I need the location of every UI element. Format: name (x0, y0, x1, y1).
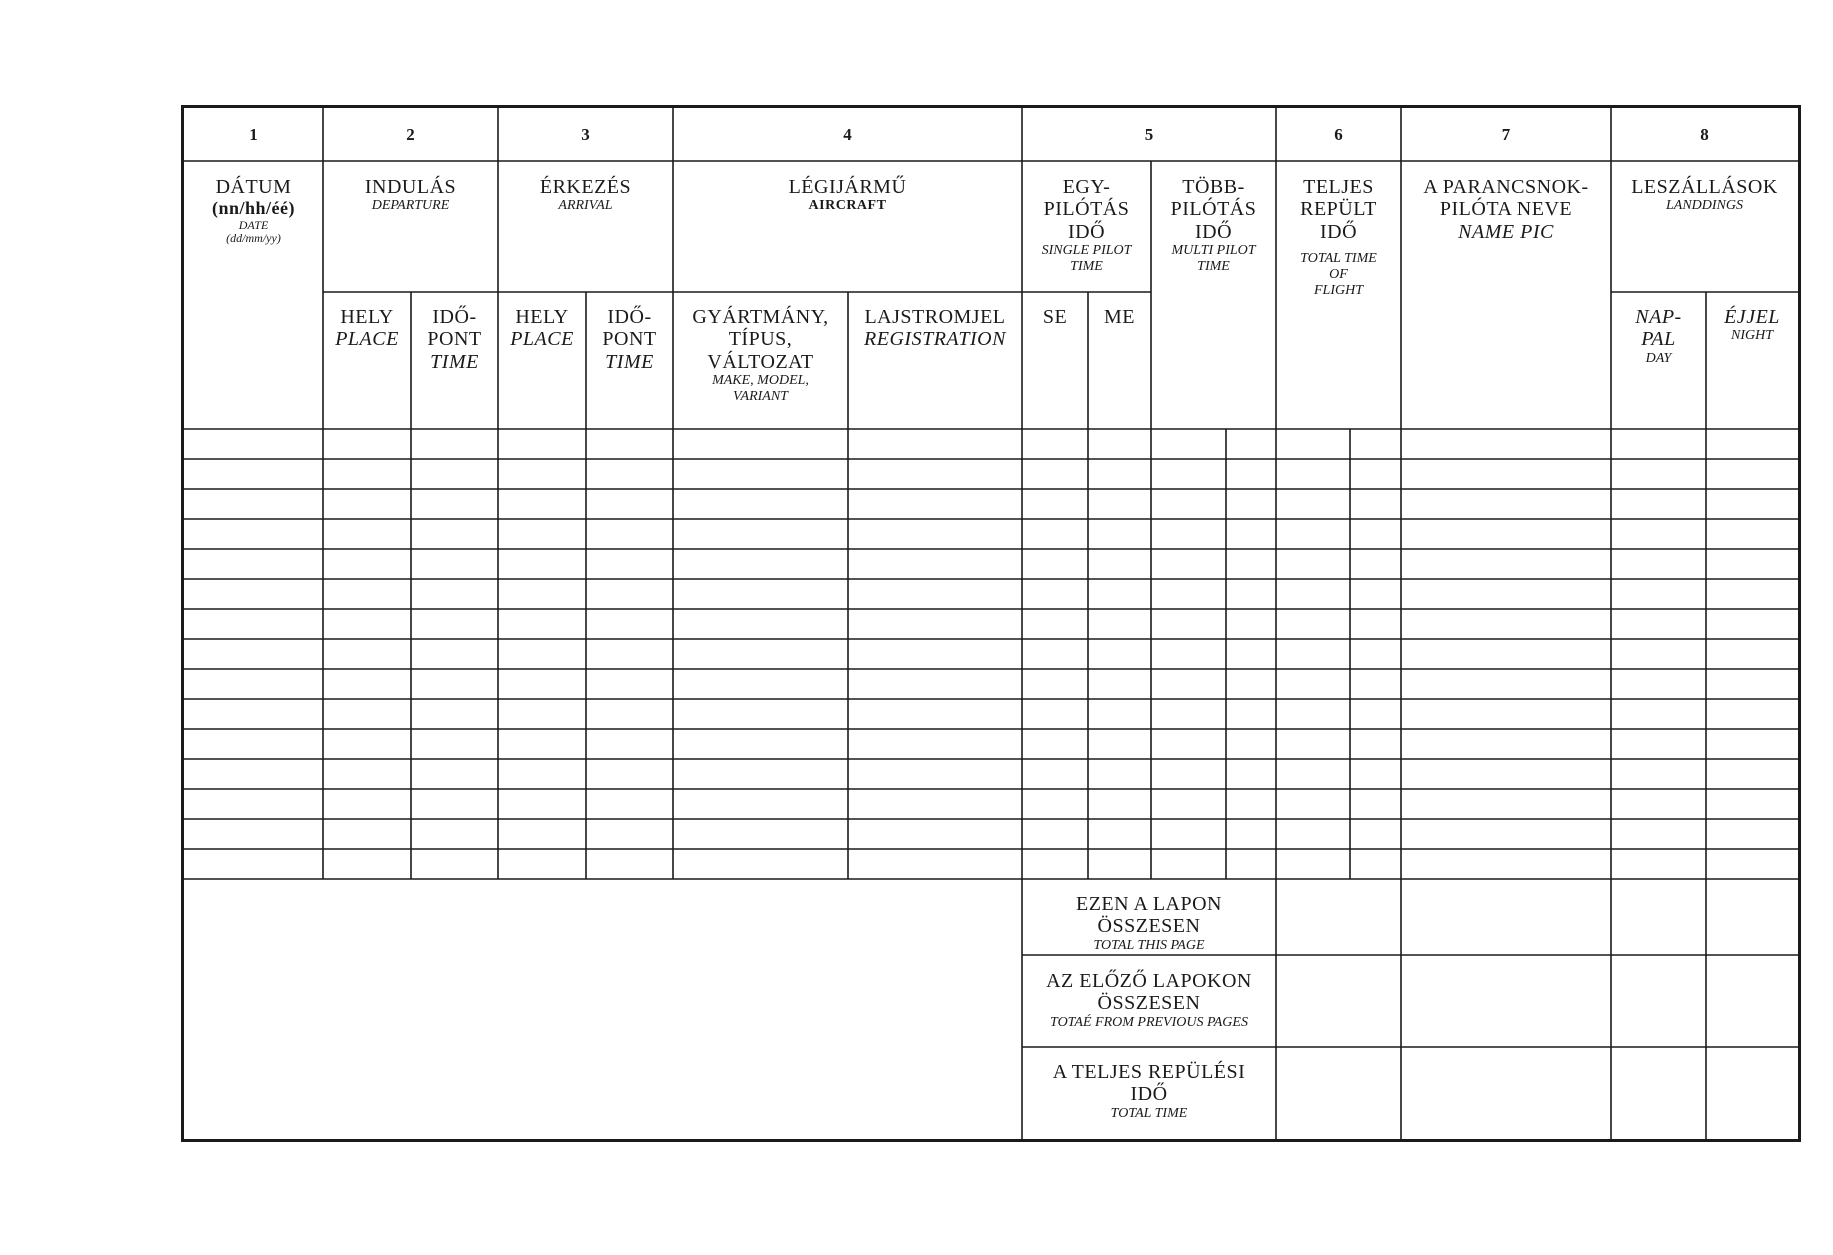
header-date (184, 176, 323, 245)
header-date-format-hu: (nn/hh/éé) (211, 198, 295, 219)
header-aircraft-en: AIRCRAFT (808, 198, 887, 214)
subheader-landings-day (1611, 306, 1706, 366)
subheader-departure-place-en: PLACE (335, 328, 399, 351)
total-this-page-hu-1: EZEN A LAPON (1076, 893, 1222, 915)
subheader-landings-day-hu-2: PAL (1641, 328, 1676, 351)
header-pic-name-hu-2: PILÓTA NEVE (1439, 198, 1573, 221)
subheader-departure-time-hu-1: IDŐ- (432, 306, 477, 328)
column-number-2: 2 (406, 125, 415, 144)
subheader-arrival-time-en: TIME (605, 350, 654, 373)
total-previous-hu-2: ÖSSZESEN (1097, 992, 1201, 1015)
subheader-landings-night (1706, 306, 1798, 344)
header-total-flight-hu-3: IDŐ (1319, 220, 1358, 243)
column-number-6: 6 (1334, 125, 1343, 144)
header-landings-hu: LESZÁLLÁSOK (1631, 176, 1778, 198)
subheader-departure-time-en: TIME (430, 350, 479, 373)
header-aircraft-hu: LÉGIJÁRMŰ (788, 176, 907, 198)
logbook-grid-lines (184, 108, 1798, 1139)
header-single-pilot-en-1: SINGLE PILOT (1041, 243, 1132, 259)
header-multi-pilot-hu-1: TÖBB- (1182, 176, 1245, 198)
total-time-label (1022, 1061, 1276, 1121)
subheader-arrival-time (586, 306, 673, 373)
subheader-make-model (673, 306, 848, 405)
header-pic-name (1401, 176, 1611, 243)
total-this-page-hu-2: ÖSSZESEN (1097, 915, 1201, 938)
total-previous-hu-1: AZ ELŐZŐ LAPOKON (1046, 970, 1252, 992)
total-time-hu-2: IDŐ (1130, 1083, 1168, 1106)
header-departure (323, 176, 498, 214)
subheader-landings-day-hu-1: NAP- (1635, 306, 1682, 328)
header-multi-pilot-en-2: TIME (1197, 258, 1230, 274)
header-multi-pilot-en-1: MULTI PILOT (1171, 243, 1256, 259)
header-departure-en: DEPARTURE (371, 198, 450, 214)
header-pic-name-en: NAME PIC (1458, 220, 1554, 243)
header-total-flight-time (1276, 176, 1401, 298)
column-number-5: 5 (1144, 125, 1154, 144)
header-total-flight-en-3: FLIGHT (1313, 282, 1363, 298)
subheader-make-model-en-1: MAKE, MODEL, (712, 373, 809, 389)
pilot-logbook-page (181, 105, 1801, 1142)
header-landings-en: LANDDINGS (1665, 198, 1743, 214)
header-arrival (498, 176, 673, 214)
total-previous-en: TOTAÉ FROM PREVIOUS PAGES (1050, 1014, 1248, 1030)
header-multi-pilot-hu-3: IDŐ (1194, 220, 1233, 243)
subheader-departure-time-hu-2: PONT (427, 328, 482, 351)
header-total-flight-en-2: OF (1329, 266, 1348, 282)
subheader-me: ME (1104, 306, 1135, 328)
header-date-en: DATE (238, 217, 269, 232)
subheader-make-model-hu-1: GYÁRTMÁNY, (692, 306, 829, 328)
header-single-pilot-hu-1: EGY- (1062, 176, 1111, 198)
subheader-se: SE (1042, 306, 1068, 328)
header-pic-name-hu-1: A PARANCSNOK- (1423, 176, 1589, 198)
header-total-flight-en-1: TOTAL TIME (1300, 251, 1377, 267)
subheader-registration-hu: LAJSTROMJEL (864, 306, 1006, 328)
subheader-arrival-place-en: PLACE (510, 328, 574, 351)
subheader-make-model-hu-3: VÁLTOZAT (707, 350, 814, 373)
header-departure-hu: INDULÁS (364, 176, 457, 198)
total-time-en: TOTAL TIME (1110, 1105, 1188, 1121)
header-aircraft (673, 176, 1022, 214)
header-date-hu: DÁTUM (215, 176, 292, 198)
header-arrival-hu: ÉRKEZÉS (539, 176, 632, 198)
subheader-landings-night-en: NIGHT (1730, 328, 1773, 344)
subheader-departure-place (323, 306, 411, 351)
subheader-departure-place-hu: HELY (340, 306, 394, 328)
subheader-arrival-place (498, 306, 586, 351)
subheader-make-model-hu-2: TÍPUS, (728, 328, 793, 351)
column-number-4: 4 (843, 125, 852, 144)
header-single-pilot-hu-3: IDŐ (1067, 220, 1106, 243)
header-date-format-en: (dd/mm/yy) (226, 230, 281, 245)
column-number-8: 8 (1700, 125, 1709, 144)
subheader-landings-day-en: DAY (1645, 350, 1672, 366)
total-previous-pages-label (1022, 970, 1276, 1030)
header-total-flight-hu-2: REPÜLT (1300, 198, 1377, 221)
total-this-page-label (1022, 893, 1276, 953)
subheader-departure-time (411, 306, 498, 373)
subheader-arrival-time-hu-2: PONT (602, 328, 657, 351)
header-multi-pilot-hu-2: PILÓTÁS (1170, 198, 1257, 221)
total-this-page-en: TOTAL THIS PAGE (1093, 937, 1205, 953)
subheader-registration (848, 306, 1022, 351)
column-number-3: 3 (581, 125, 590, 144)
subheader-arrival-place-hu: HELY (515, 306, 569, 328)
subheader-registration-en: REGISTRATION (864, 328, 1006, 351)
subheader-make-model-en-2: VARIANT (733, 388, 788, 404)
header-landings (1611, 176, 1798, 214)
header-single-pilot-time (1022, 176, 1151, 275)
header-single-pilot-hu-2: PILÓTÁS (1043, 198, 1130, 221)
header-single-pilot-en-2: TIME (1070, 258, 1103, 274)
header-multi-pilot-time (1151, 176, 1276, 275)
total-time-hu-1: A TELJES REPÜLÉSI (1052, 1061, 1246, 1083)
header-arrival-en: ARRIVAL (558, 198, 613, 214)
subheader-landings-night-hu: ÉJJEL (1724, 306, 1780, 328)
column-number-1: 1 (249, 125, 258, 144)
column-number-7: 7 (1501, 125, 1511, 144)
subheader-arrival-time-hu-1: IDŐ- (607, 306, 652, 328)
header-total-flight-hu-1: TELJES (1303, 176, 1374, 198)
